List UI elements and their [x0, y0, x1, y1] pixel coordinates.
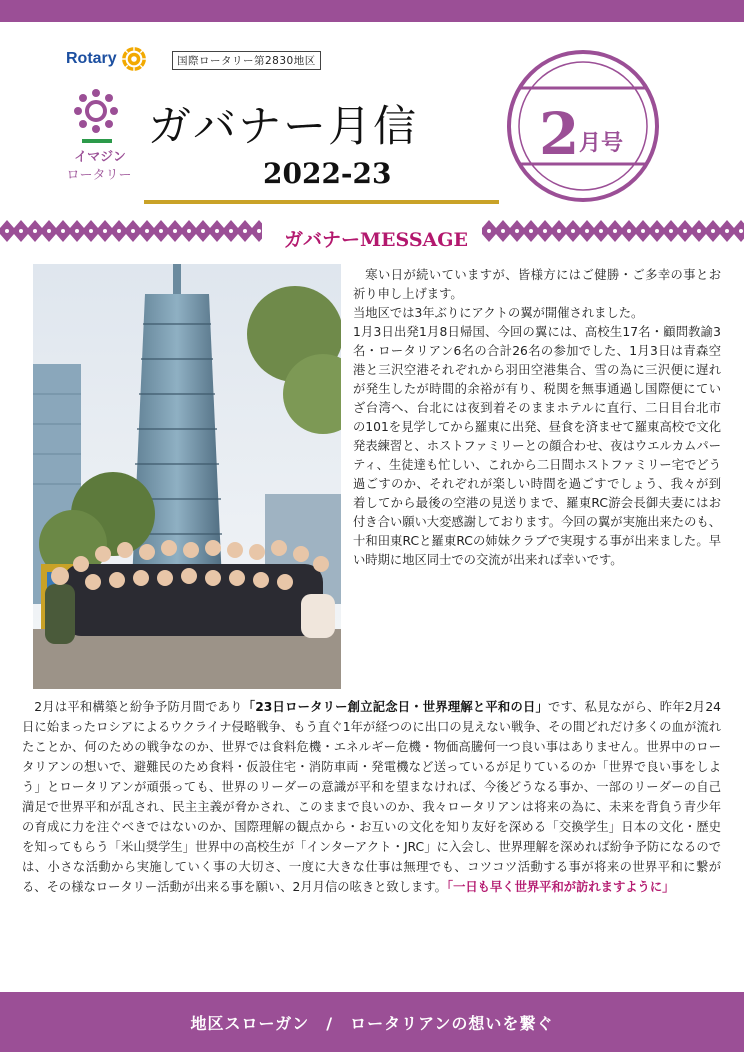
rotary-logo: [66, 44, 148, 74]
zigzag-decoration-left: [0, 216, 262, 246]
message-paragraph-event: 当地区では3年ぶりにアクトの翼が開催されました。: [353, 306, 644, 320]
body-closing: 「一日も早く世界平和が訪れますように」: [446, 880, 675, 894]
group-photo: [33, 264, 341, 689]
district-label: 国際ロータリー第2830地区: [172, 51, 321, 70]
newsletter-title: ガバナー月信: [148, 102, 418, 152]
message-paragraph-greeting: 寒い日が続いていますが、皆様方にはご健勝・ご多幸の事とお祈り申し上げます。: [353, 268, 721, 301]
body-main: です、私見ながら、昨年2月24日に始まったロシアによるウクライナ侵略戦争、もう直ぐ1年が経つのに出口の見えない戦争、その間どれだけ多くの血が流れたことか、何のための戦争なのか、世界では食料危機・エネルギー危機・物価高騰何一つ良い事はありません。世界中のロータリアンの想いで、避難民のため食料・仮設住宅・消防車両・発電機など送っているが足りているのか「世界で良い事をしよう」とロータリアンが頑張っても、世界のリーダーの意識が平和を望まなければ、今後どうなる事か、一部のリーダーの自己満足で世界平和が乱され、民主主義が脅かされ、このままで良いのか、我々ロータリアンは将来の為に、未来を背負う青少年の育成に力を注ぐべきではないのか、国際理解の観点から・お互いの文化を知り友好を深める「交換学生」日本の文化・歴史を知ってもらう「米山奨学生」世界中の高校生が「インターアクト・JRC」に入会し、世界理解を深めれば紛争予防になるのでは、小さな活動から実施していく事の大切さ、一度に大きな仕事は無理でも、コツコツ活動する事が将来の世界平和に繋がる、その様なロータリー活動が出来る事を願い、2月月信の呟きと致します。: [22, 700, 721, 894]
imagine-label: イマジン: [74, 150, 126, 165]
body-emphasis: 「23日ロータリー創立記念日・世界理解と平和の日」: [242, 700, 549, 714]
message-heading: ガバナーMESSAGE: [284, 229, 468, 251]
top-band: [0, 0, 744, 22]
body-intro: 2月は平和構築と紛争予防月間であり: [34, 700, 243, 714]
rotary-wheel-icon: [120, 45, 148, 73]
message-column: [353, 266, 721, 570]
issue-number: 2: [539, 100, 580, 168]
imagine-sub-label: ロータリー: [66, 168, 132, 183]
footer-band: [0, 992, 744, 1052]
imagine-underline: [82, 139, 112, 143]
issue-suffix: 月号: [579, 130, 624, 156]
issue-stamp: [505, 48, 661, 204]
rotary-year: 2022-23: [263, 157, 392, 190]
rotary-wordmark: Rotary: [66, 50, 117, 67]
imagine-rotary-icon: [70, 86, 122, 138]
title-rule: [144, 200, 499, 204]
message-body: [22, 697, 721, 897]
message-paragraph-report: 1月3日出発1月8日帰国、今回の翼には、高校生17名・顧問教諭3名・ロータリアン6名の合計26名の参加でした、1月3日は青森空港と三沢空港それぞれから羽田空港集合、雪の為に三沢便に遅れが発生したが時間的余裕が有り、税関を無事通過し国際便にていざ台湾へ、台北には夜到着そのままホテルに直行、二日目台北市の101を見学してから羅東に出発、昼食を済ませて羅東高校で文化発表練習と、ホストファミリーとの顔合わせ、夜はウエルカムパーティ、生徒達も忙しい、これから二日間ホストファミリー宅でどう過ごすのか、それぞれが楽しい時間を過ごすでしょう、我々が到着してから最後の空港の見送りまで、羅東RC游会長御夫妻にはお付き合い願い大変感謝しております。今回の翼が実施出来たのも、十和田東RCと羅東RCの姉妹クラブで実現する事が出来ました。早い時期に地区同士での交流が出来れば幸いです。: [353, 325, 721, 567]
zigzag-decoration-right: [482, 216, 744, 246]
district-slogan: 地区スローガン / ロータリアンの想いを繋ぐ: [190, 1013, 554, 1033]
